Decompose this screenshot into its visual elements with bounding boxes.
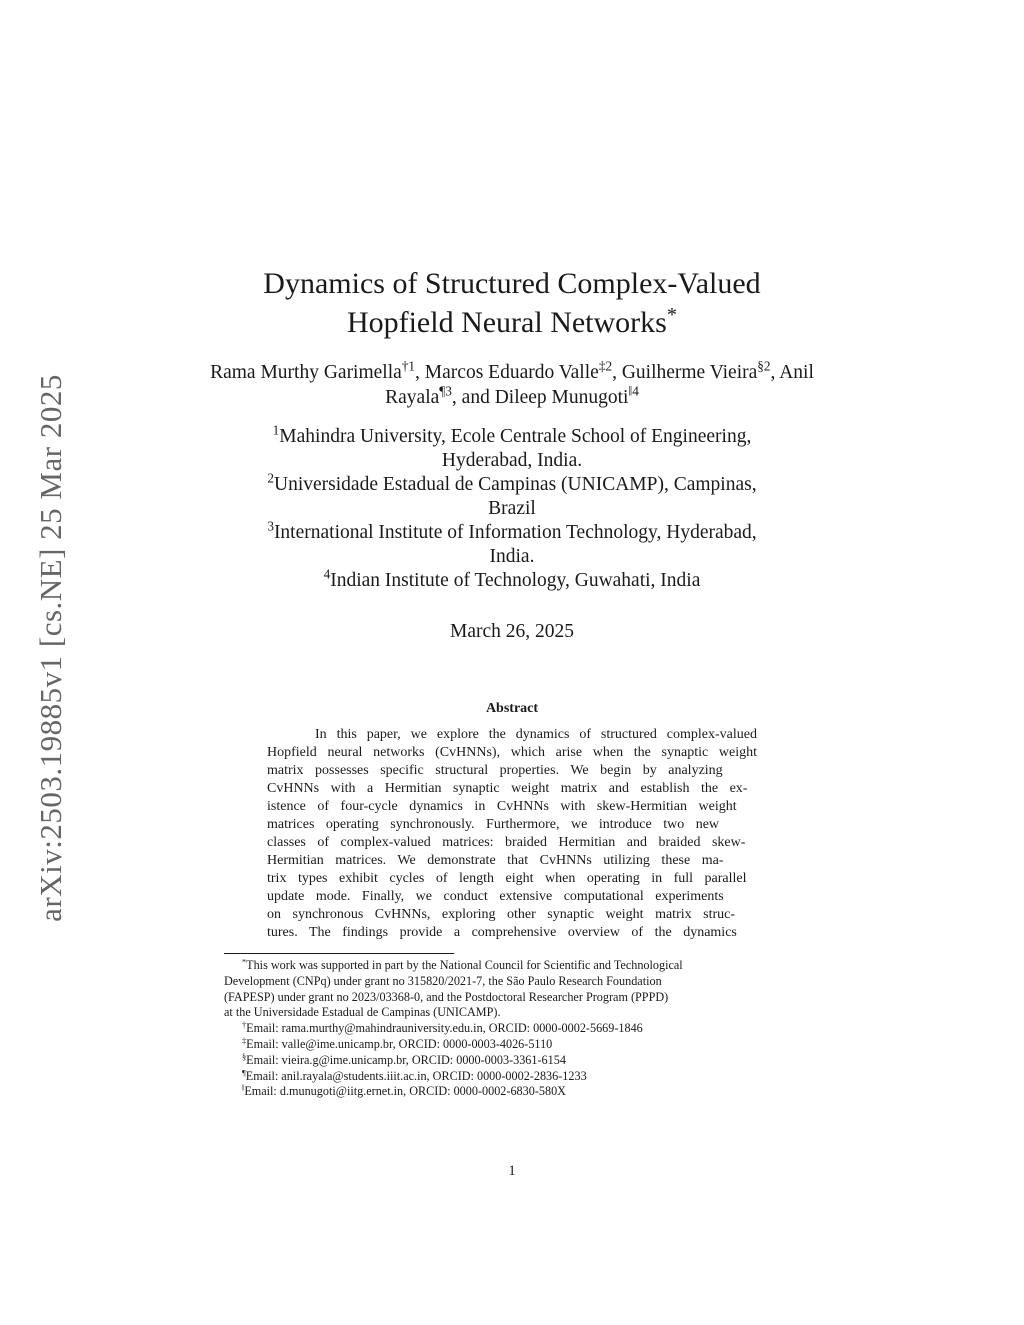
author-name: Anil Rayala: [385, 362, 814, 408]
abstract-line: In this paper, we explore the dynamics of structured complex-valued: [315, 727, 757, 742]
abstract-line: Hopfield neural networks (CvHNNs), which arise when the synaptic weight: [267, 745, 757, 760]
author-name: Marcos Eduardo Valle: [424, 362, 599, 383]
abstract-line: classes of complex-valued matrices: braided Hermitian and braided skew-: [267, 835, 746, 850]
author-affiliation-mark: ‡2: [598, 358, 613, 374]
affiliation-2-cont: Brazil: [488, 498, 536, 519]
abstract-line: istence of four-cycle dynamics in CvHNNs with skew-Hermitian weight: [267, 799, 737, 814]
abstract-line: tures. The findings provide a comprehensive overview of the dynamics: [267, 925, 737, 940]
email-footnote: ‡Email: valle@ime.unicamp.br, ORCID: 0000-0003-4026-5110: [242, 1036, 553, 1051]
footnotes: [224, 958, 804, 1100]
email-footnote: †Email: rama.murthy@mahindrauniversity.edu.in, ORCID: 0000-0002-5669-1846: [242, 1020, 643, 1036]
email-footnote: §Email: vieira.g@ime.unicamp.br, ORCID: 0000-0003-3361-6154: [242, 1052, 566, 1067]
author-list: [200, 360, 824, 410]
affiliation-3-cont: India.: [489, 546, 535, 567]
abstract-line: matrix possesses specific structural properties. We begin by analyzing: [267, 763, 723, 778]
author-affiliation-mark: ¶3: [439, 383, 452, 399]
affiliation-4: $^4$Indian Institute of Technology, Guwahati, India: [323, 566, 701, 591]
author-affiliation-mark: †1: [401, 358, 416, 374]
author-name: Dileep Munugoti: [494, 387, 629, 408]
abstract-heading: Abstract: [485, 701, 539, 716]
page-number: 1: [508, 1163, 516, 1179]
author-name: Rama Murthy Garimella: [210, 362, 402, 383]
title-footnote-mark: *: [666, 303, 678, 326]
footnote-divider: [224, 953, 454, 954]
paper-title: [180, 264, 844, 342]
abstract-line: on synchronous CvHNNs, exploring other synaptic weight matrix struc-: [267, 907, 735, 922]
affiliation-1-cont: Hyderabad, India.: [441, 450, 583, 471]
affiliation-2: $^2$Universidade Estadual de Campinas (UNICAMP), Campinas,: [267, 470, 757, 495]
abstract-line: CvHNNs with a Hermitian synaptic weight matrix and establish the ex-: [267, 781, 748, 796]
funding-footnote-line: at the Universidade Estadual de Campinas (UNICAMP).: [224, 1005, 501, 1020]
author-name: Guilherme Vieira: [621, 362, 758, 383]
funding-footnote-line: (FAPESP) under grant no 2023/03368-0, and the Postdoctoral Researcher Program (PPPD): [224, 989, 669, 1004]
abstract-line: update mode. Finally, we conduct extensive computational experiments: [267, 889, 724, 904]
abstract-line: Hermitian matrices. We demonstrate that CvHNNs utilizing these ma-: [267, 853, 724, 868]
affiliation-list: [200, 422, 824, 593]
abstract-line: matrices operating synchronously. Furthermore, we introduce two new: [267, 817, 720, 832]
title-line-1: Dynamics of Structured Complex-Valued: [263, 267, 761, 300]
email-footnote: ¶Email: anil.rayala@students.iiit.ac.in, ORCID: 0000-0002-2836-1233: [242, 1068, 587, 1083]
publication-date: March 26, 2025: [449, 621, 575, 642]
author-affiliation-mark: ‖4: [628, 383, 639, 399]
arxiv-identifier-stamp: arXiv:2503.19885v1 [cs.NE] 25 Mar 2025: [33, 374, 68, 922]
author-line-1: Rama Murthy Garimella$^{\dagger 1}$, Marcos Eduardo Valle$^{\ddagger 2}$, Guilherme Vieira$^{\S 2}$, Anil Rayala$^{\P 3}$, and Dileep Munugoti$^{‖4}$: [210, 358, 814, 408]
title-line-2: Hopfield Neural Networks*: [346, 303, 678, 339]
author-affiliation-mark: §2: [757, 358, 771, 374]
funding-footnote-line: *This work was supported in part by the National Council for Scientific and Technological: [242, 957, 683, 972]
affiliation-3: $^3$International Institute of Information Technology, Hyderabad,: [267, 518, 757, 543]
abstract-line: trix types exhibit cycles of length eight when operating in full parallel: [267, 871, 747, 886]
abstract-body: [267, 726, 757, 942]
funding-footnote-line: Development (CNPq) under grant no 315820/2021-7, the São Paulo Research Foundation: [224, 973, 662, 988]
affiliation-1: $^1$Mahindra University, Ecole Centrale School of Engineering,: [272, 422, 752, 447]
email-footnote: ‖Email: d.munugoti@iitg.ernet.in, ORCID: 0000-0002-6830-580X: [242, 1083, 566, 1099]
